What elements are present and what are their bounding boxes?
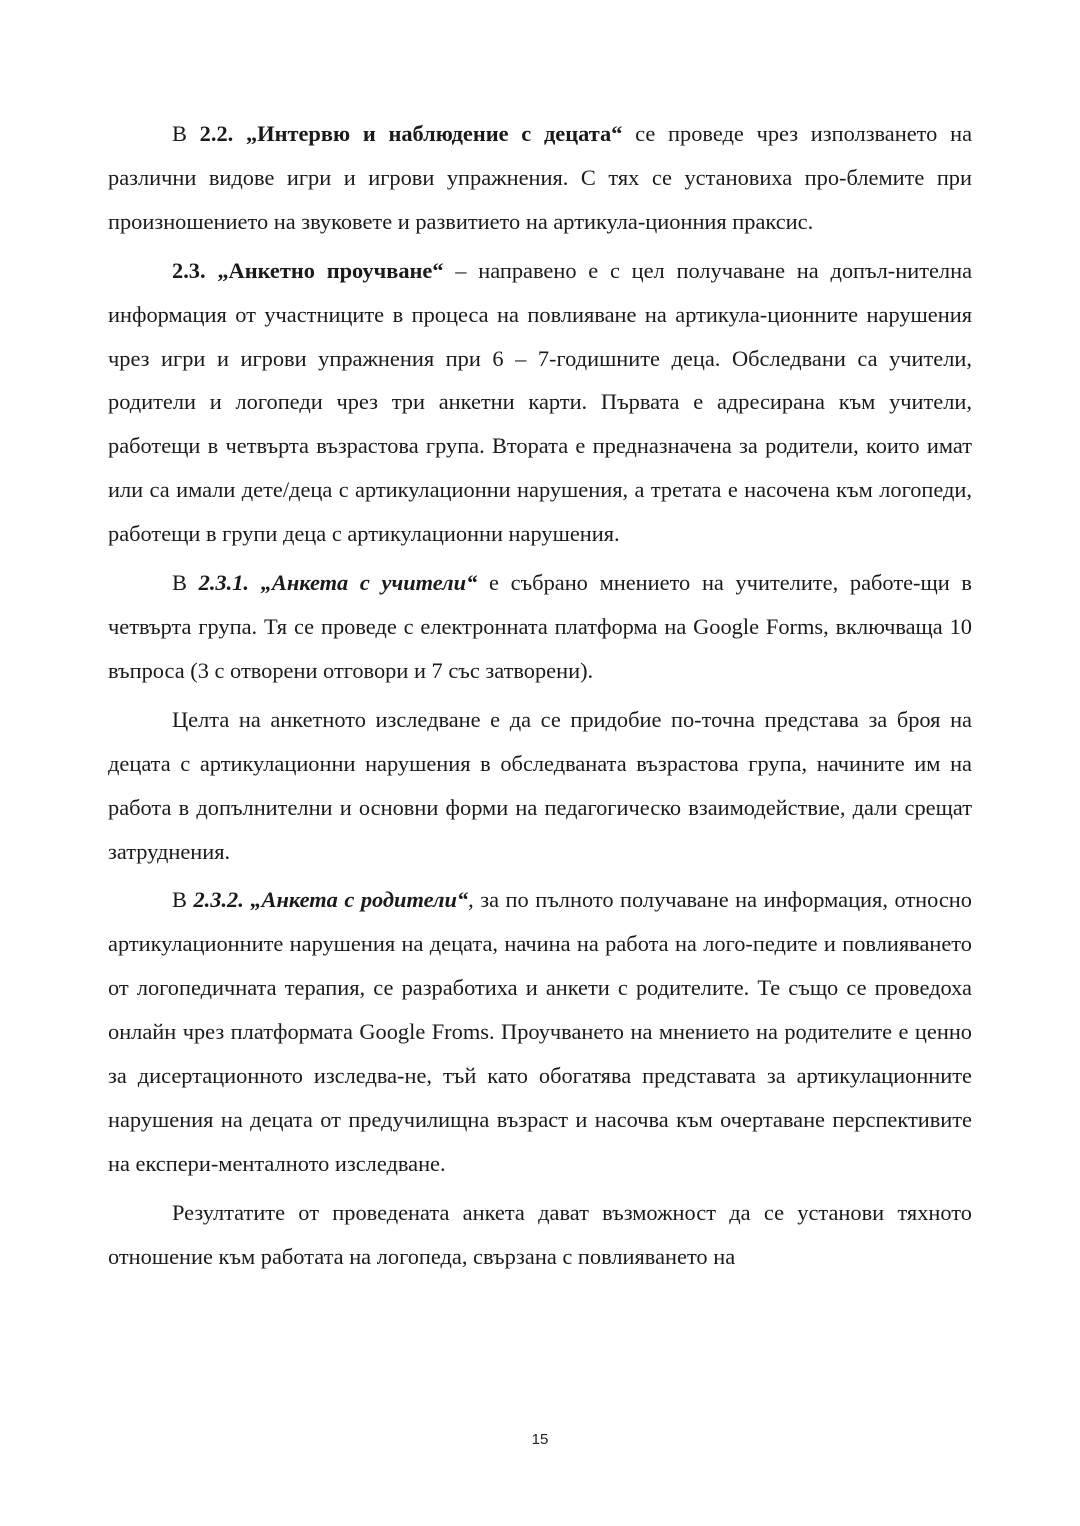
paragraph-teacher-survey <box>108 561 972 693</box>
p1-segment-0: В <box>172 121 200 146</box>
p6-segment-0: Резултатите от проведената анкета дават възможност да се установи тяхното отношение към работата на логопеда, свързана с повлияването на <box>108 1199 972 1269</box>
p1-segment-1-bold: 2.2. „Интервю и наблюдение с децата“ <box>199 121 623 146</box>
p2-segment-0-bold: 2.3. „Анкетно проучване“ <box>172 257 444 283</box>
paragraph-survey-results <box>108 1191 972 1279</box>
p3-segment-0: В <box>172 570 199 596</box>
paragraph-survey-study <box>108 249 972 556</box>
document-page <box>108 112 972 1412</box>
p3-segment-2: е събрано мнението на учителите, работе-щи в четвърта група. Тя се проведе с електронната платформа на Google Forms, включваща 10 въпроса (3 с отворени отговори и 7 със затворени). <box>108 570 972 683</box>
paragraph-interview-observation <box>108 112 972 244</box>
p5-segment-2: , за по пълното получаване на информация, относно артикулационните нарушения на децата, начина на работа на лого-педите и повлияването от логопедичната терапия, се разработиха и анкети с родителите. Те също се проведоха онлайн чрез платформата Google Froms. Проучването на мнението на родителите е ценно за дисертационното изследва-не, тъй като обогатява представата за артикулационните нарушения на децата от предучилищна възраст и насочва към очертаване перспективите на експери-менталното изследване. <box>108 887 972 1176</box>
p2-segment-1: – направено е с цел получаване на допъл-нителна информация от участниците в процеса на повлияване на артикула-ционните нарушения чрез игри и игрови упражнения при 6 – 7-годишните деца. Обследвани са учители, родители и логопеди чрез три анкетни карти. Първата е адресирана към учители, работещи в четвърта възрастова група. Втората е предназначена за родители, които имат или са имали дете/деца с артикулационни нарушения, а третата е насочена към логопеди, работещи в групи деца с артикулационни нарушения. <box>108 257 973 547</box>
p3-segment-1-bolditalic: 2.3.1. „Анкета с учители“ <box>198 570 478 596</box>
p1-segment-2: се проведе чрез използването на различни видове игри и игрови упражнения. С тях се установиха про-блемите при произношението на звуковете и развитието на артикула-ционния праксис. <box>108 121 973 234</box>
p4-segment-0: Целта на анкетното изследване е да се придобие по-точна представа за броя на децата с артикулационни нарушения в обследваната възрастова група, начините им на работа в допълнителни и основни форми на педагогическо взаимодействие, дали срещат затруднения. <box>108 706 972 864</box>
paragraph-parent-survey <box>108 878 972 1185</box>
p5-segment-0: В <box>172 887 194 913</box>
p5-segment-1-bolditalic: 2.3.2. „Анкета с родители“ <box>193 887 469 913</box>
page-number: 15 <box>531 1431 549 1448</box>
paragraph-survey-goal <box>108 698 972 874</box>
